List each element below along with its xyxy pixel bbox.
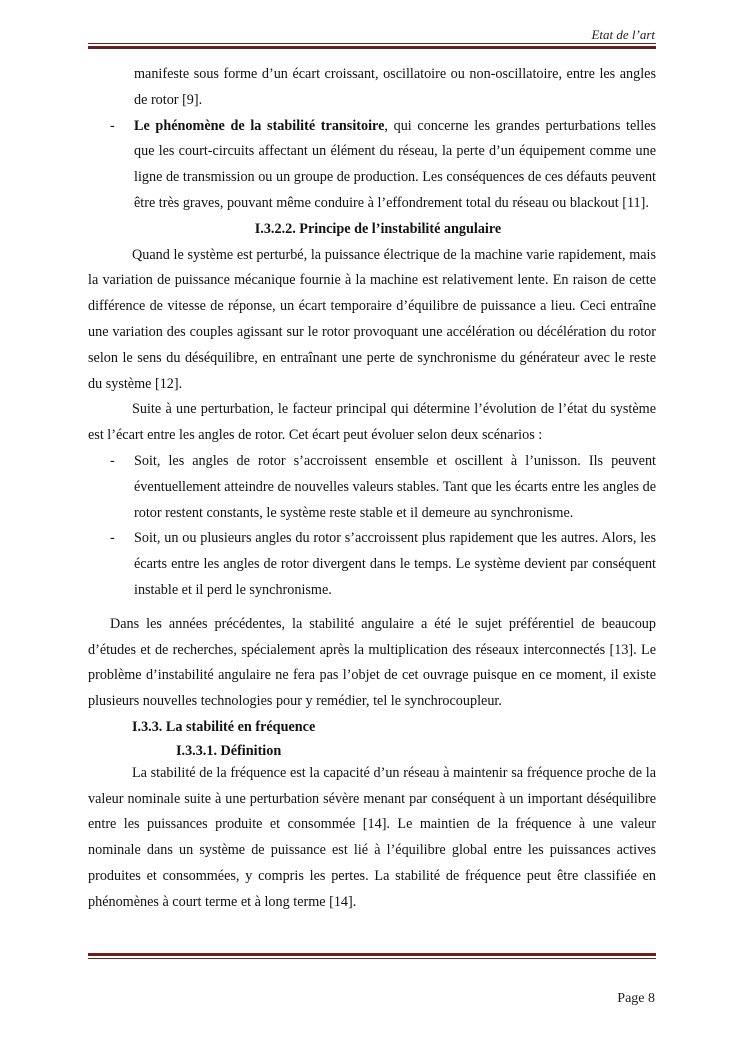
page-number: Page 8 — [617, 991, 655, 1006]
running-header: Etat de l’art — [591, 27, 655, 42]
subsection-heading: I.3.3.1. Définition — [176, 742, 282, 759]
page-content — [88, 62, 656, 916]
bullet-text: Soit, les angles de rotor s’accroissent ensemble et oscillent à l’unisson. Ils peuvent éventuellement atteindre de nouvelles valeurs stables. Tant que les écarts entre les angles de rotor restent constants, le système reste stable et il demeure au synchronisme. — [134, 452, 656, 521]
bullet-item-transient — [88, 114, 656, 217]
paragraph: Suite à une perturbation, le facteur principal qui détermine l’évolution de l’état du système est l’écart entre les angles de rotor. Cet écart peut évoluer selon deux scénarios : — [88, 401, 656, 444]
bullet-dash: - — [110, 452, 115, 469]
bullet-text: Soit, un ou plusieurs angles du rotor s’accroissent plus rapidement que les autres. Alors, les écarts entre les angles de rotor divergent dans le temps. Le système devient par conséquent instable et il perd le synchronisme. — [134, 530, 656, 598]
bullet-bold-term: Le phénomène de la stabilité transitoire — [134, 117, 385, 134]
bullet-item-scenario-1 — [88, 449, 656, 526]
bullet-item-scenario-2 — [88, 526, 656, 603]
bullet-dash: - — [110, 530, 115, 547]
paragraph: Quand le système est perturbé, la puissance électrique de la machine varie rapidement, mais la variation de puissance mécanique fournie à la machine est relativement lente. En raison de cette différence de vitesse de réponse, un écart temporaire d’équilibre de puissance a lieu. Ceci entraîne une variation des couples agissant sur le rotor provoquant une accélération ou décélération du rotor selon le sens du déséquilibre, en entraînant une perte de synchronisme du générateur avec le reste du système [12]. — [88, 246, 656, 392]
header-rule — [88, 43, 656, 49]
bullet-dash: - — [110, 117, 115, 134]
section-heading: I.3.3. La stabilité en fréquence — [132, 718, 316, 735]
section-heading: I.3.2.2. Principe de l’instabilité angulaire — [254, 220, 502, 237]
paragraph: Dans les années précédentes, la stabilité angulaire a été le sujet préférentiel de beaucoup d’études et de recherches, spécialement après la multiplication des réseaux interconnectés [13]. Le problème d’instabilité angulaire ne fera pas l’objet de cet ouvrage puisque en ce moment, il existe plusieurs nouvelles technologies pour y remédier, tel le synchrocoupleur. — [88, 615, 656, 710]
bullet-text: , qui concerne les grandes perturbations telles que les court-circuits affectant un élément du réseau, la perte d’un équipement comme une ligne de transmission ou un groupe de production. Les conséquences de ces défauts peuvent être très graves, pouvant même conduire à l’effondrement total du réseau ou blackout [11]. — [134, 117, 656, 211]
paragraph: La stabilité de la fréquence est la capacité d’un réseau à maintenir sa fréquence proche de la valeur nominale suite à une perturbation sévère menant par conséquent à un important déséquilibre entre les puissances produite et consommée [14]. Le maintien de la fréquence à une valeur nominale dans un système de puissance est lié à l’équilibre global entre les puissances actives produites et consommées, y compris les pertes. La stabilité de fréquence peut être classifiée en phénomènes à court terme et à long terme [14]. — [88, 764, 656, 910]
footer-rule — [88, 953, 656, 959]
continued-paragraph: manifeste sous forme d’un écart croissant, oscillatoire ou non-oscillatoire, entre les angles de rotor [9]. — [134, 66, 656, 108]
